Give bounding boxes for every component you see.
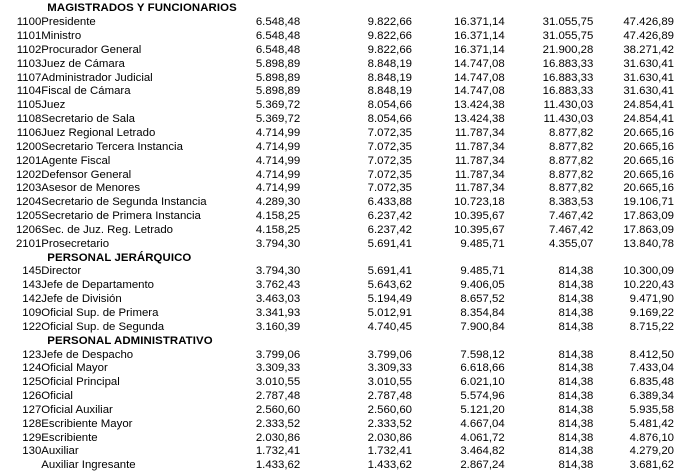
row-position: Administrador Judicial [41,71,153,84]
row-code: 123 [22,348,42,361]
row-value-1: 3.463,03 [255,293,301,306]
row-value-3: 14.747,08 [453,71,505,84]
row-code: 1102 [16,43,42,56]
row-value-4: 814,38 [558,362,594,375]
row-code: 127 [22,403,42,416]
row-code: 2101 [15,237,42,250]
row-total: 5.481,42 [629,417,674,430]
row-value-3: 13.424,38 [453,99,505,112]
table-row [0,140,674,154]
row-value-3: 9.406,05 [460,279,505,292]
row-value-2: 1.433,62 [367,459,412,472]
row-code: 1105 [16,99,42,112]
row-code: 142 [22,293,42,306]
row-value-3: 11.787,34 [454,168,505,181]
row-value-1: 3.794,30 [255,237,301,250]
table-row [0,168,674,182]
row-code: 109 [22,306,42,319]
row-position: Oficial Sup. de Primera [41,306,159,319]
row-value-2: 7.072,35 [367,140,412,153]
row-position: Secretario de Segunda Instancia [41,196,207,209]
row-position: Procurador General [41,43,142,56]
table-row [0,362,674,376]
row-value-1: 4.714,99 [255,154,301,167]
table-row [0,431,674,445]
row-total: 17.863,09 [623,223,674,236]
row-value-3: 11.787,34 [454,154,505,167]
row-position: Oficial Sup. de Segunda [41,320,165,333]
row-code: 1206 [15,223,42,236]
row-value-4: 8.877,82 [548,154,594,167]
row-position: Juez [41,99,66,112]
table-row [0,16,674,30]
row-position: Secretario Tercera Instancia [41,140,183,153]
row-value-3: 11.787,34 [454,182,505,195]
row-value-4: 16.883,33 [542,57,594,70]
row-code: 122 [22,320,42,333]
row-position: Secretario de Primera Instancia [41,210,201,223]
row-code: 1203 [15,182,42,195]
table-row [0,210,674,224]
row-value-4: 31.055,75 [542,16,594,29]
row-value-2: 8.848,19 [367,57,412,70]
table-row [0,459,674,473]
row-position: Juez Regional Letrado [41,127,156,140]
row-value-1: 3.010,55 [255,376,301,389]
row-value-3: 2.867,24 [460,459,505,472]
row-value-1: 3.794,30 [255,265,301,278]
row-value-3: 4.061,72 [460,431,505,444]
row-value-1: 4.158,25 [255,223,301,236]
row-value-1: 5.898,89 [255,57,301,70]
row-position: Agente Fiscal [41,154,111,167]
row-value-3: 8.354,84 [460,306,505,319]
table-row [0,71,674,85]
row-value-3: 7.598,12 [460,348,505,361]
row-value-2: 3.799,06 [367,348,412,361]
row-total: 20.665,16 [623,127,674,140]
section-title: PERSONAL JERÁRQUICO [47,251,192,264]
row-position: Escribiente Mayor [41,417,133,430]
row-position: Ministro [41,30,82,43]
row-value-3: 7.900,84 [460,320,505,333]
row-value-3: 16.371,14 [453,43,505,56]
row-code: 129 [22,431,42,444]
row-total: 31.630,41 [623,57,674,70]
row-value-1: 3.762,43 [255,279,301,292]
table-row [0,44,674,58]
row-value-3: 9.485,71 [460,237,505,250]
row-value-1: 6.548,48 [255,16,301,29]
row-value-1: 4.289,30 [255,196,301,209]
table-row [0,348,674,362]
row-value-3: 5.574,96 [460,390,505,403]
row-code: 1108 [16,113,42,126]
row-value-4: 814,38 [558,459,594,472]
row-value-1: 5.898,89 [255,85,301,98]
row-position: Sec. de Juz. Reg. Letrado [41,223,174,236]
row-code: 130 [22,445,42,458]
row-position: Juez de Cámara [41,57,125,70]
table-row [0,113,674,127]
row-code: 1101 [16,30,42,43]
row-value-4: 8.383,53 [548,196,594,209]
table-row [0,376,674,390]
table-row [0,85,674,99]
row-total: 4.279,20 [629,445,674,458]
table-row [0,196,674,210]
row-value-3: 4.667,04 [460,417,505,430]
row-value-2: 9.822,66 [367,30,412,43]
row-value-1: 6.548,48 [255,30,301,43]
row-value-2: 2.560,60 [367,403,412,416]
row-value-4: 16.883,33 [542,85,594,98]
table-row [0,307,674,321]
table-row [0,99,674,113]
row-value-2: 3.010,55 [367,376,412,389]
table-row [0,320,674,334]
section-header [0,334,674,348]
row-total: 47.426,89 [623,30,674,43]
row-value-2: 7.072,35 [367,127,412,140]
section-spacer [0,334,41,348]
row-position: Oficial Auxiliar [41,403,113,416]
row-position: Jefe de Despacho [41,348,134,361]
row-value-1: 4.714,99 [255,127,301,140]
row-total: 8.715,22 [629,320,674,333]
table-row [0,265,674,279]
row-total: 7.433,04 [629,362,674,375]
row-value-2: 7.072,35 [367,168,412,181]
row-value-1: 4.714,99 [255,168,301,181]
row-code: 1103 [16,57,42,70]
row-code: 1106 [16,127,42,140]
row-value-1: 1.433,62 [255,459,301,472]
row-value-3: 16.371,14 [453,16,505,29]
row-code: 124 [22,362,42,375]
section-spacer [0,2,41,16]
row-value-3: 11.787,34 [454,140,505,153]
row-position: Asesor de Menores [41,182,141,195]
row-value-3: 14.747,08 [453,85,505,98]
row-value-2: 5.643,62 [367,279,412,292]
row-total: 5.935,58 [629,403,674,416]
row-total: 10.220,43 [623,279,674,292]
row-total: 8.412,50 [629,348,674,361]
row-value-4: 814,38 [558,320,594,333]
row-total: 13.840,78 [623,237,674,250]
table-row [0,237,674,251]
row-value-4: 11.430,03 [543,99,594,112]
row-total: 24.854,41 [623,113,674,126]
row-value-3: 9.485,71 [460,265,505,278]
row-value-2: 2.030,86 [367,431,412,444]
row-value-3: 14.747,08 [453,57,505,70]
table-row [0,293,674,307]
row-code [0,459,41,473]
section-title: MAGISTRADOS Y FUNCIONARIOS [47,2,237,15]
row-value-4: 814,38 [558,390,594,403]
row-value-4: 8.877,82 [548,127,594,140]
row-value-4: 8.877,82 [548,140,594,153]
row-value-3: 10.395,67 [453,210,505,223]
row-code: 1107 [16,71,42,84]
row-value-4: 8.877,82 [548,182,594,195]
row-value-1: 6.548,48 [255,43,301,56]
row-value-1: 4.158,25 [255,210,301,223]
row-position: Oficial Mayor [41,362,108,375]
table-row [0,279,674,293]
row-position: Jefe de Departamento [41,279,155,292]
table-row [0,127,674,141]
row-value-4: 814,38 [558,431,594,444]
row-value-4: 814,38 [558,417,594,430]
row-value-1: 5.369,72 [255,113,301,126]
row-position: Director [41,265,82,278]
table-row [0,403,674,417]
row-value-4: 16.883,33 [542,71,594,84]
row-code: 1202 [15,168,42,181]
row-code: 1200 [15,140,42,153]
row-value-2: 5.012,91 [367,306,412,319]
row-value-1: 3.160,39 [255,320,301,333]
row-position: Jefe de División [41,293,122,306]
row-total: 3.681,62 [629,459,674,472]
row-value-4: 814,38 [558,293,594,306]
table-row [0,390,674,404]
row-total: 20.665,16 [623,140,674,153]
row-total: 6.389,34 [629,390,674,403]
row-position: Auxiliar Ingresante [41,459,136,472]
row-value-3: 6.021,10 [460,376,505,389]
section-header [0,2,674,16]
row-total: 4.876,10 [629,431,674,444]
row-value-4: 814,38 [558,279,594,292]
row-value-3: 6.618,66 [460,362,505,375]
row-total: 24.854,41 [623,99,674,112]
row-value-2: 1.732,41 [367,445,412,458]
row-value-2: 9.822,66 [367,16,412,29]
row-total: 9.169,22 [629,306,674,319]
row-value-2: 5.691,41 [367,265,412,278]
row-value-4: 11.430,03 [543,113,594,126]
row-value-4: 814,38 [558,403,594,416]
row-value-4: 814,38 [558,445,594,458]
row-code: 1104 [16,85,42,98]
row-value-4: 7.467,42 [548,210,594,223]
table-row [0,154,674,168]
row-value-2: 7.072,35 [367,154,412,167]
row-value-1: 1.732,41 [255,445,301,458]
row-code: 1201 [15,154,42,167]
row-total: 20.665,16 [623,168,674,181]
row-value-4: 814,38 [558,376,594,389]
row-total: 20.665,16 [623,182,674,195]
table-row [0,224,674,238]
row-value-1: 4.714,99 [255,140,301,153]
row-position: Prosecretario [41,237,110,250]
row-code: 1205 [15,210,42,223]
row-value-3: 13.424,38 [453,113,505,126]
row-value-1: 3.799,06 [255,348,301,361]
row-value-2: 8.848,19 [367,71,412,84]
row-value-2: 4.740,45 [367,320,412,333]
row-value-1: 2.560,60 [255,403,301,416]
row-total: 31.630,41 [623,85,674,98]
row-value-1: 4.714,99 [255,182,301,195]
row-total: 10.300,09 [623,265,674,278]
row-position: Escribiente [41,431,98,444]
row-total: 47.426,89 [623,16,674,29]
row-code: 125 [22,376,42,389]
row-total: 6.835,48 [629,376,674,389]
row-value-2: 3.309,33 [367,362,412,375]
row-value-1: 3.341,93 [255,306,301,319]
row-value-1: 2.787,48 [255,390,301,403]
row-value-3: 8.657,52 [460,293,505,306]
row-total: 20.665,16 [623,154,674,167]
table-row [0,57,674,71]
section-header [0,251,674,265]
row-value-2: 9.822,66 [367,43,412,56]
row-value-3: 10.723,18 [453,196,505,209]
row-position: Oficial Principal [41,376,120,389]
row-position: Presidente [41,16,96,29]
row-value-4: 814,38 [558,306,594,319]
row-value-4: 4.355,07 [548,237,594,250]
table-row [0,182,674,196]
row-value-4: 31.055,75 [542,30,594,43]
table-row [0,30,674,44]
row-value-2: 6.237,42 [367,210,412,223]
row-value-2: 8.848,19 [367,85,412,98]
row-value-2: 5.691,41 [367,237,412,250]
row-position: Oficial [41,390,73,403]
salary-table [0,2,674,473]
row-value-1: 5.369,72 [255,99,301,112]
row-code: 1100 [16,16,42,29]
row-value-4: 814,38 [558,348,594,361]
section-spacer [0,251,41,265]
row-code: 126 [22,390,42,403]
row-total: 31.630,41 [623,71,674,84]
row-value-3: 5.121,20 [460,403,505,416]
salary-table-body [0,2,674,473]
row-position: Secretario de Sala [41,113,136,126]
row-total: 17.863,09 [623,210,674,223]
row-value-1: 2.333,52 [255,417,301,430]
row-code: 128 [22,417,42,430]
row-value-4: 8.877,82 [548,168,594,181]
row-value-3: 11.787,34 [454,127,505,140]
row-code: 1204 [15,196,42,209]
row-value-1: 2.030,86 [255,431,301,444]
row-code: 143 [22,279,42,292]
row-value-4: 814,38 [558,265,594,278]
row-value-4: 7.467,42 [548,223,594,236]
row-total: 38.271,42 [623,43,674,56]
table-row [0,417,674,431]
row-total: 9.471,90 [629,293,674,306]
row-value-3: 3.464,82 [460,445,505,458]
row-value-2: 2.787,48 [367,390,412,403]
row-position: Fiscal de Cámara [41,85,131,98]
row-value-2: 6.433,88 [367,196,412,209]
row-value-2: 8.054,66 [367,113,412,126]
row-value-1: 5.898,89 [255,71,301,84]
row-value-3: 10.395,67 [453,223,505,236]
row-value-3: 16.371,14 [453,30,505,43]
row-position: Auxiliar [41,445,79,458]
row-value-2: 2.333,52 [367,417,412,430]
row-value-2: 6.237,42 [367,223,412,236]
row-value-2: 5.194,49 [367,293,412,306]
row-value-1: 3.309,33 [255,362,301,375]
row-value-2: 7.072,35 [367,182,412,195]
row-value-4: 21.900,28 [542,43,594,56]
section-title: PERSONAL ADMINISTRATIVO [47,334,213,347]
row-code: 145 [22,265,42,278]
row-value-2: 8.054,66 [367,99,412,112]
row-position: Defensor General [41,168,132,181]
row-total: 19.106,71 [623,196,674,209]
table-row [0,445,674,459]
